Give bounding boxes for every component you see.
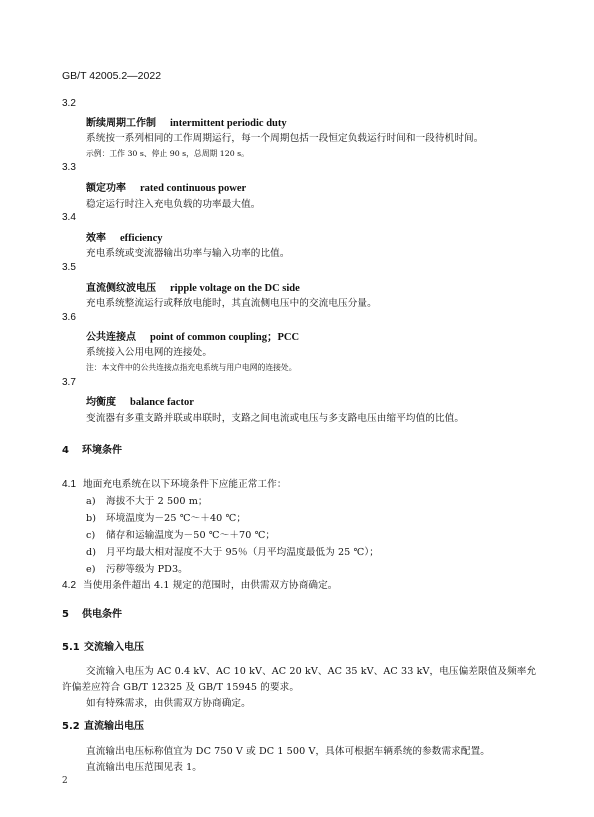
term-en: rated continuous power (140, 183, 247, 194)
list-text: 环境温度为－25 ℃～＋40 ℃； (106, 513, 247, 524)
subsection-heading (62, 717, 144, 732)
term-zh: 直流侧纹波电压 (86, 283, 156, 294)
term-number: 3.7 (62, 377, 76, 388)
section-title: 供电条件 (82, 609, 122, 620)
page-number: 2 (62, 776, 68, 786)
list-marker: b) (86, 513, 97, 524)
list-text: 月平均最大相对湿度不大于 95％（月平均温度最低为 25 ℃）； (106, 547, 379, 558)
paragraph: 如有特殊需求，由供需双方协商确定。 (86, 698, 251, 709)
term-zh: 均衡度 (86, 397, 116, 408)
paragraph: 直流输出电压范围见表 1。 (86, 762, 202, 773)
term-en: balance factor (130, 397, 194, 408)
term-zh: 断续周期工作制 (86, 118, 156, 129)
clause-4-1 (62, 476, 287, 490)
list-item (86, 527, 275, 541)
paragraph-line: 许偏差应符合 GB/T 12325 及 GB/T 15945 的要求。 (62, 682, 300, 693)
subsection-title: 直流输出电压 (84, 721, 144, 732)
list-item (86, 493, 208, 507)
term-number: 3.5 (62, 262, 76, 273)
term-title (86, 279, 300, 294)
term-en: efficiency (120, 233, 163, 244)
list-text: 储存和运输温度为－50 ℃～＋70 ℃； (106, 530, 276, 541)
list-marker: e) (86, 564, 96, 575)
list-text: 海拔不大于 2 500 m； (106, 496, 208, 507)
clause-number: 4.2 (62, 580, 77, 591)
section-heading (62, 441, 122, 456)
term-definition: 系统接入公用电网的连接处。 (86, 347, 213, 358)
section-title: 环境条件 (82, 445, 122, 456)
term-zh: 额定功率 (86, 183, 126, 194)
term-title (86, 393, 194, 408)
section-heading (62, 605, 122, 620)
term-zh: 公共连接点 (86, 332, 136, 343)
term-definition: 充电系统或变流器输出功率与输入功率的比值。 (86, 248, 290, 259)
term-note: 注：本文件中的公共连接点指充电系统与用户电网的连接处。 (86, 363, 297, 372)
term-zh: 效率 (86, 233, 106, 244)
paragraph: 直流输出电压标称值宜为 DC 750 V 或 DC 1 500 V，具体可根据车辆系统的参数需求配置。 (86, 746, 490, 757)
subsection-number: 5.1 (62, 642, 80, 653)
term-en: point of common coupling；PCC (150, 332, 300, 343)
clause-number: 4.1 (62, 479, 77, 490)
list-marker: c) (86, 530, 96, 541)
term-title (86, 114, 287, 129)
subsection-heading (62, 638, 144, 653)
term-number: 3.2 (62, 98, 76, 109)
list-item (86, 544, 379, 558)
term-definition: 变流器有多重支路并联或串联时，支路之间电流或电压与多支路电压由缩平均值的比值。 (86, 413, 465, 424)
clause-text: 地面充电系统在以下环境条件下应能正常工作： (83, 479, 287, 490)
document-code: GB/T 42005.2—2022 (62, 70, 162, 82)
subsection-number: 5.2 (62, 721, 80, 732)
term-title (86, 179, 246, 194)
list-item (86, 561, 188, 575)
term-definition: 稳定运行时注入充电负载的功率最大值。 (86, 199, 261, 210)
list-marker: d) (86, 547, 97, 558)
list-marker: a) (86, 496, 96, 507)
clause-text: 当使用条件超出 4.1 规定的范围时，由供需双方协商确定。 (83, 580, 338, 591)
section-number: 5 (62, 609, 69, 620)
list-item (86, 510, 246, 524)
subsection-title: 交流输入电压 (84, 642, 144, 653)
section-number: 4 (62, 445, 69, 456)
paragraph-line: 交流输入电压为 AC 0.4 kV、AC 10 kV、AC 20 kV、AC 35 kV、AC 33 kV，电压偏差限值及频率允 (86, 666, 537, 677)
clause-4-2 (62, 577, 338, 591)
term-example: 示例：工作 30 s、停止 90 s，总周期 120 s。 (86, 149, 249, 158)
term-number: 3.4 (62, 212, 76, 223)
term-title (86, 229, 163, 244)
term-en: intermittent periodic duty (170, 118, 287, 129)
list-text: 污秽等级为 PD3。 (106, 564, 188, 575)
term-title (86, 328, 299, 344)
term-en: ripple voltage on the DC side (170, 283, 300, 294)
term-number: 3.6 (62, 312, 76, 323)
term-definition: 系统按一系列相同的工作周期运行，每一个周期包括一段恒定负载运行时间和一段待机时间。 (86, 133, 484, 144)
term-definition: 充电系统整流运行或释放电能时，其直流侧电压中的交流电压分量。 (86, 298, 377, 309)
term-number: 3.3 (62, 162, 76, 173)
